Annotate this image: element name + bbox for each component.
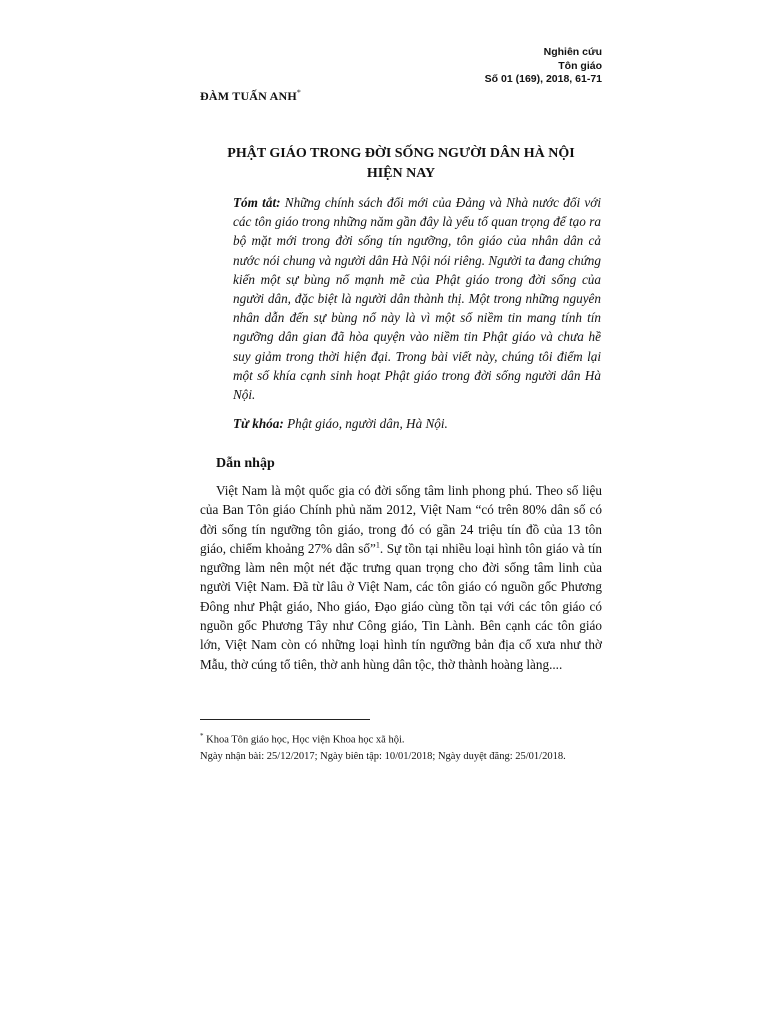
keywords-text: Phật giáo, người dân, Hà Nội. — [287, 416, 448, 431]
footnote-affiliation-text: Khoa Tôn giáo học, Học viện Khoa học xã hội. — [203, 734, 405, 746]
footnote-affiliation — [200, 728, 620, 749]
footnote-marker: * — [200, 732, 204, 740]
intro-text-part2: . Sự tồn tại nhiều loại hình tôn giáo và tín ngưỡng làm nên một nét đặc trưng quan trọng cho đời sống tâm linh của người Việt Nam. Đã từ lâu ở Việt Nam, các tôn giáo có nguồn gốc Phương Đông như Phật giáo, Nho giáo, Đạo giáo cùng tồn tại với các tôn giáo có nguồn gốc Phương Tây như Công giáo, Tin Lành. Bên cạnh các tôn giáo lớn, Việt Nam còn có những loại hình tín ngưỡng bản địa cổ xưa như thờ Mẫu, thờ cúng tổ tiên, thờ anh hùng dân tộc, thờ thành hoàng làng.... — [200, 540, 602, 672]
article-title — [200, 144, 602, 184]
abstract-text: Những chính sách đổi mới của Đảng và Nhà nước đối với các tôn giáo trong những năm gần đây là yếu tố quan trọng để tạo ra bộ mặt mới trong đời sống tín ngưỡng, tôn giáo của nhân dân cả nước nói chung và người dân Hà Nội nói riêng. Người ta đang chứng kiến một sự bùng nổ mạnh mẽ của Phật giáo trong đời sống của người dân, đặc biệt là người dân thành thị. Một trong những nguyên nhân dẫn đến sự bùng nổ này là vì một số niềm tin mang tính tín ngưỡng dân gian đã hòa quyện vào niềm tin Phật giáo và chưa hề suy giảm trong thời hiện đại. Trong bài viết này, chúng tôi điểm lại một số khía cạnh sinh hoạt Phật giáo trong đời sống người dân Hà Nội. — [233, 195, 601, 403]
journal-name-line2: Tôn giáo — [558, 59, 602, 72]
footnote-divider — [200, 719, 370, 720]
journal-header — [485, 46, 602, 87]
section-heading: Dẫn nhập — [216, 456, 275, 471]
intro-paragraph — [200, 481, 602, 674]
author-line — [200, 88, 301, 104]
title-line-1: PHẬT GIÁO TRONG ĐỜI SỐNG NGƯỜI DÂN HÀ NỘI — [227, 146, 575, 161]
author-name: ĐÀM TUẤN ANH — [200, 89, 297, 103]
footnote-dates: Ngày nhận bài: 25/12/2017; Ngày biên tập: 10/01/2018; Ngày duyệt đăng: 25/01/2018. — [200, 750, 566, 762]
keywords — [233, 414, 601, 433]
intro-text-part1: Việt Nam là một quốc gia có đời sống tâm linh phong phú. Theo số liệu của Ban Tôn giáo Chính phủ năm 2012, Việt Nam “có trên 80% dân số có đời sống tín ngưỡng tôn giáo, trong đó có gần 24 triệu tín đồ của 13 tôn giáo, chiếm khoảng 27% dân số” — [200, 483, 602, 556]
footnotes — [200, 728, 620, 765]
footnote-ref-1: 1 — [375, 540, 380, 550]
abstract — [233, 193, 601, 404]
journal-issue: Số 01 (169), 2018, 61-71 — [484, 73, 602, 85]
abstract-label: Tóm tắt: — [233, 195, 281, 210]
title-line-2: HIỆN NAY — [366, 166, 436, 181]
keywords-label: Từ khóa: — [233, 416, 284, 431]
author-footnote-marker: * — [296, 88, 302, 97]
journal-name-line1: Nghiên cứu — [543, 46, 602, 58]
